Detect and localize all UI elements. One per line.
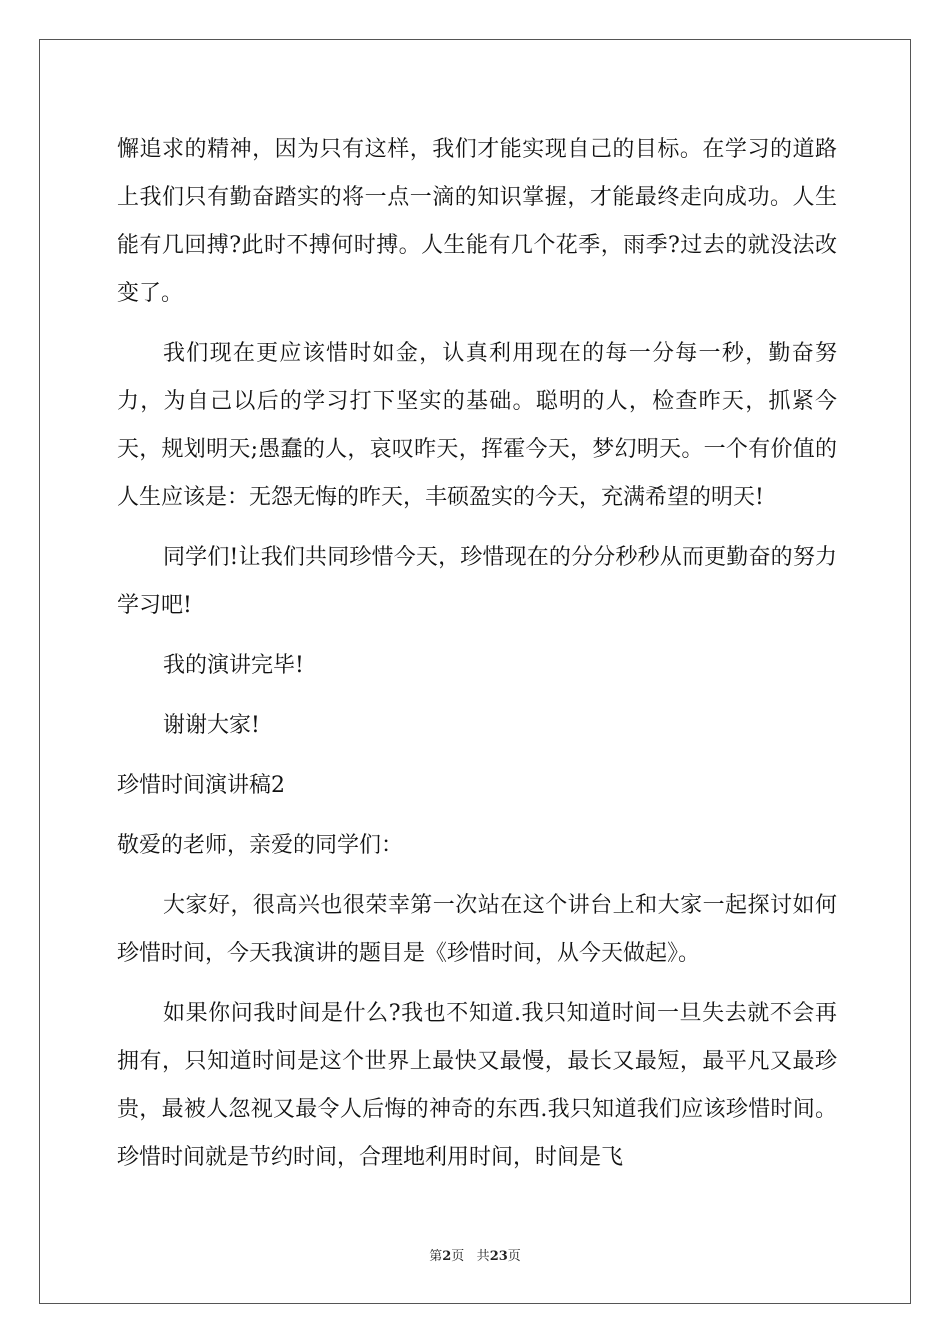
document-body	[117, 126, 837, 1182]
paragraph-4: 我的演讲完毕!	[163, 653, 304, 678]
paragraph-6: 大家好，很高兴也很荣幸第一次站在这个讲台上和大家一起探讨如何珍惜时间，今天我演讲的题目是《珍惜时间，从今天做起》。	[117, 893, 837, 966]
paragraph-1: 懈追求的精神，因为只有这样，我们才能实现自己的目标。在学习的道路上我们只有勤奋踏实的将一点一滴的知识掌握，才能最终走向成功。人生能有几回搏?此时不搏何时搏。人生能有几个花季，雨季?过去的就没法改变了。	[117, 137, 837, 306]
footer-total-unit: 页	[507, 1249, 521, 1264]
page-footer	[0, 1245, 950, 1264]
footer-page-number: 2	[442, 1249, 452, 1264]
section-heading: 珍惜时间演讲稿2	[117, 773, 285, 798]
footer-page-unit: 页	[451, 1249, 465, 1264]
paragraph-2: 我们现在更应该惜时如金，认真利用现在的每一分每一秒，勤奋努力，为自己以后的学习打下坚实的基础。聪明的人，检查昨天，抓紧今天，规划明天;愚蠢的人，哀叹昨天，挥霍今天，梦幻明天。一个有价值的人生应该是：无怨无悔的昨天，丰硕盈实的今天，充满希望的明天!	[117, 341, 837, 510]
footer-total-prefix: 共	[476, 1249, 490, 1264]
footer-prefix: 第	[429, 1249, 443, 1264]
paragraph-3: 同学们!让我们共同珍惜今天，珍惜现在的分分秒秒从而更勤奋的努力学习吧!	[117, 545, 837, 618]
salutation: 敬爱的老师，亲爱的同学们：	[117, 833, 404, 858]
paragraph-7: 如果你问我时间是什么?我也不知道.我只知道时间一旦失去就不会再拥有，只知道时间是这个世界上最快又最慢，最长又最短，最平凡又最珍贵，最被人忽视又最令人后悔的神奇的东西.我只知道我们应该珍惜时间。珍惜时间就是节约时间，合理地利用时间，时间是飞	[117, 1001, 837, 1170]
paragraph-5: 谢谢大家!	[163, 713, 260, 738]
footer-total-pages: 23	[489, 1249, 508, 1264]
